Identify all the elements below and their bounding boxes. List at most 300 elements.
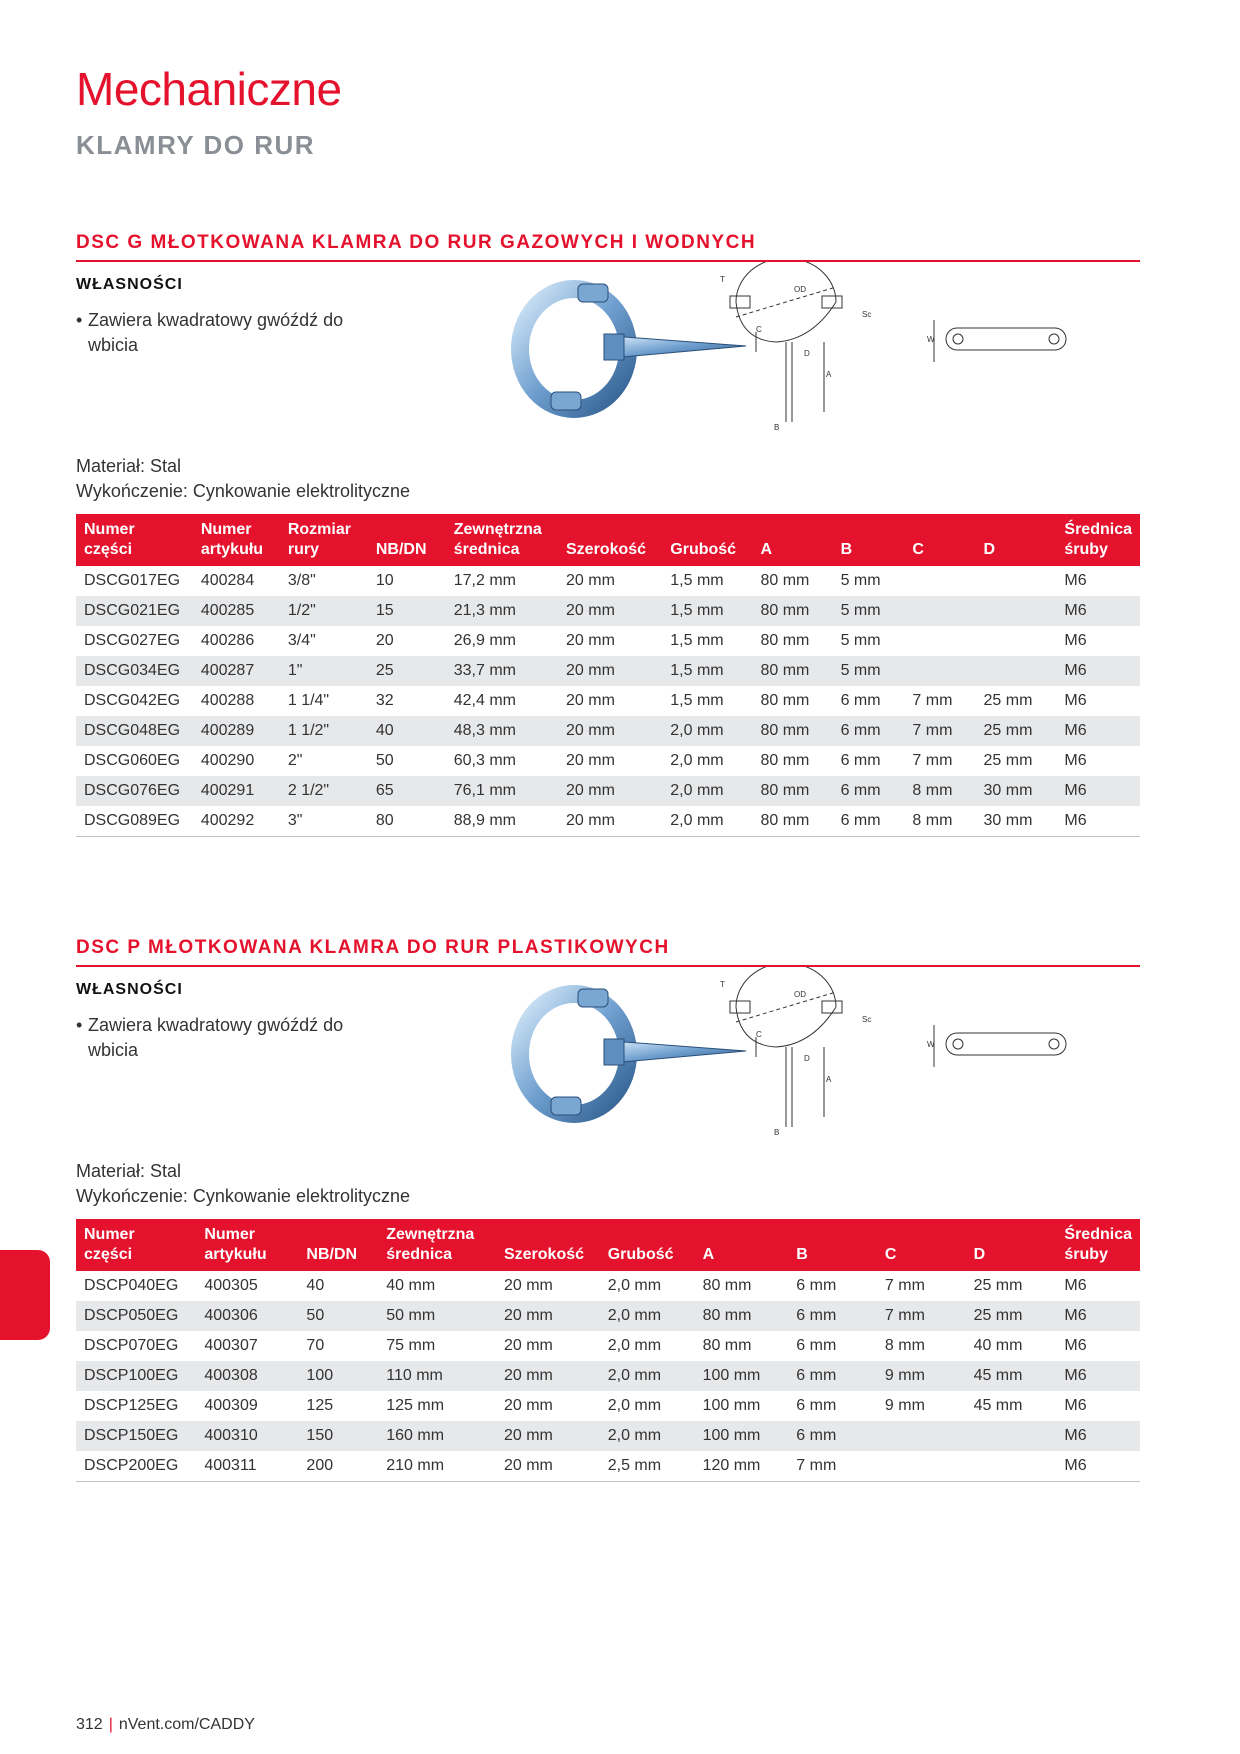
table-cell: 75 mm (386, 1337, 436, 1354)
column-header (76, 514, 193, 566)
label-od: OD (794, 990, 806, 999)
table-cell (966, 1451, 1057, 1482)
column-header-line: D (973, 1246, 986, 1263)
table-cell: 40 mm (973, 1337, 1023, 1354)
column-header (662, 514, 752, 566)
table-cell: 7 mm (788, 1451, 877, 1482)
table-cell: 400305 (204, 1277, 258, 1294)
product-table (76, 1219, 1140, 1482)
table-cell: 88,9 mm (446, 806, 558, 837)
table-cell: 6 mm (840, 692, 881, 709)
column-header (788, 1219, 877, 1271)
table-cell: 8 mm (904, 776, 975, 806)
column-header-line: Numer (84, 1226, 135, 1243)
label-b: B (774, 1128, 780, 1137)
table-cell: DSCP200EG (76, 1451, 196, 1482)
table-cell: 400292 (193, 806, 280, 837)
column-header-line: średnica (453, 541, 520, 558)
table-cell: 1 1/4" (287, 692, 330, 709)
column-header-line: A (702, 1246, 715, 1263)
table-cell: 20 mm (558, 806, 662, 837)
column-header-line: Numer (200, 521, 252, 538)
table-cell: 15 (368, 596, 446, 626)
table-cell: 60,3 mm (453, 752, 516, 769)
table-cell: 48,3 mm (446, 716, 558, 746)
table-cell: 80 (368, 806, 446, 837)
column-header-line (796, 1225, 869, 1245)
label-sc: Sc (862, 310, 872, 319)
column-header-line: śruby (1064, 1246, 1108, 1263)
table-cell: 2 1/2" (280, 776, 368, 806)
product-table (76, 514, 1140, 837)
table-cell: 1" (280, 656, 368, 686)
column-header-line: Szerokość (566, 541, 647, 558)
table-cell (976, 596, 1057, 626)
column-header (446, 514, 558, 566)
table-cell: 25 mm (983, 692, 1033, 709)
column-header (833, 514, 905, 566)
table-cell: 100 mm (695, 1421, 789, 1451)
column-header (966, 1219, 1057, 1271)
table-cell: 26,9 mm (453, 632, 516, 649)
column-header-line: artykułu (200, 541, 264, 558)
table-cell: 30 mm (976, 806, 1057, 837)
table-cell: M6 (1056, 806, 1140, 837)
section-title: DSC P MŁOTKOWANA KLAMRA DO RUR PLASTIKOWYCH (76, 937, 1140, 967)
table-cell: 25 mm (976, 716, 1057, 746)
table-cell: 400290 (200, 752, 255, 769)
table-cell: 120 mm (695, 1451, 789, 1482)
table-cell: DSCG048EG (76, 716, 193, 746)
page-title: Mechaniczne (76, 63, 342, 115)
table-cell: 2,0 mm (600, 1301, 695, 1331)
table-cell: DSCG060EG (84, 752, 181, 769)
table-cell: 1,5 mm (670, 632, 724, 649)
table-cell: 40 mm (386, 1277, 436, 1294)
table-cell: 400284 (200, 572, 255, 589)
table-cell: 6 mm (796, 1397, 837, 1414)
table-cell: 80 mm (760, 692, 810, 709)
table-cell: 7 mm (877, 1301, 966, 1331)
column-header (1056, 1219, 1140, 1271)
label-w: W (927, 335, 935, 344)
section-title: DSC G MŁOTKOWANA KLAMRA DO RUR GAZOWYCH I WODNYCH (76, 232, 1140, 262)
table-cell: M6 (1056, 1301, 1140, 1331)
table-cell (966, 1421, 1057, 1451)
table-row (76, 746, 1140, 776)
table-row (76, 1331, 1140, 1361)
column-header (877, 1219, 966, 1271)
strap-drawing (926, 1021, 1076, 1071)
footer (76, 1716, 255, 1734)
table-cell: 20 mm (558, 596, 662, 626)
column-header (695, 1219, 789, 1271)
table-cell: 25 (368, 656, 446, 686)
table-cell: M6 (1064, 752, 1087, 769)
table-cell (877, 1451, 966, 1482)
table-cell: M6 (1064, 1277, 1087, 1294)
table-cell (877, 1421, 966, 1451)
table-cell: M6 (1056, 1421, 1140, 1451)
table-cell (976, 566, 1057, 596)
table-cell: 50 (375, 752, 394, 769)
column-header (904, 514, 975, 566)
table-cell: 1 1/2" (280, 716, 368, 746)
label-t: T (720, 980, 725, 989)
table-cell: 7 mm (912, 692, 953, 709)
table-cell: 1,5 mm (662, 656, 752, 686)
table-cell: 400288 (200, 692, 255, 709)
column-header-line: NB/DN (306, 1246, 358, 1263)
column-header-line: Rozmiar (287, 521, 351, 538)
table-cell: 5 mm (840, 632, 881, 649)
table-cell: 80 mm (752, 596, 832, 626)
table-cell: 25 mm (966, 1301, 1057, 1331)
column-header-line: C (884, 1246, 897, 1263)
chapter-tab (0, 1250, 50, 1340)
column-header-line (306, 1225, 370, 1245)
table-cell: 210 mm (378, 1451, 496, 1482)
table-cell: 2,0 mm (607, 1397, 662, 1414)
table-cell: 2,0 mm (662, 716, 752, 746)
table-cell (904, 626, 975, 656)
column-header (280, 514, 368, 566)
table-cell: 110 mm (378, 1361, 496, 1391)
table-cell: 20 mm (503, 1397, 553, 1414)
table-cell: 40 (368, 716, 446, 746)
table-cell: DSCG076EG (76, 776, 193, 806)
table-cell: 400306 (196, 1301, 298, 1331)
column-header-line (566, 520, 654, 540)
table-cell: 1,5 mm (662, 596, 752, 626)
page-subtitle: KLAMRY DO RUR (76, 130, 316, 160)
table-cell: 20 mm (496, 1361, 600, 1391)
column-header-line: Szerokość (503, 1246, 585, 1263)
table-cell: 150 (298, 1421, 378, 1451)
table-cell: 32 (375, 692, 394, 709)
table-cell: 2,0 mm (662, 776, 752, 806)
table-cell: 80 mm (702, 1337, 752, 1354)
table-row (76, 566, 1140, 596)
table-cell: M6 (1056, 1451, 1140, 1482)
table-cell: 10 (375, 572, 394, 589)
label-d: D (804, 1054, 810, 1063)
section-dscp (76, 937, 1140, 1474)
feature-bullet: • Zawiera kwadratowy gwóźdź do wbicia (76, 308, 358, 358)
column-header (752, 514, 832, 566)
footer-separator: | (108, 1716, 113, 1733)
column-header-line: D (983, 541, 996, 558)
column-header (193, 514, 280, 566)
table-cell: 20 mm (566, 572, 615, 589)
table-cell: 125 mm (386, 1397, 445, 1414)
page-number: 312 (76, 1716, 103, 1733)
strap-drawing (926, 316, 1076, 366)
column-header-line: Grubość (670, 541, 737, 558)
feature-bullet: • Zawiera kwadratowy gwóźdź do wbicia (76, 1013, 358, 1063)
table-cell: 20 mm (496, 1421, 600, 1451)
table-cell: 80 mm (695, 1301, 789, 1331)
column-header-line: Zewnętrzna (453, 521, 542, 538)
table-header-row (76, 514, 1140, 566)
label-d: D (804, 349, 810, 358)
properties-heading: WŁASNOŚCI (76, 276, 183, 293)
table-cell: 6 mm (833, 776, 905, 806)
table-cell: 400311 (196, 1451, 298, 1482)
table-cell: 80 mm (760, 752, 810, 769)
column-header-line: Średnica (1064, 521, 1132, 538)
label-c: C (756, 1030, 762, 1039)
footer-url: nVent.com/CADDY (118, 1716, 255, 1733)
table-cell: 6 mm (788, 1361, 877, 1391)
table-cell: 25 mm (973, 1277, 1023, 1294)
column-header-line (984, 520, 1049, 540)
table-cell: 20 mm (558, 656, 662, 686)
table-cell (976, 656, 1057, 686)
table-cell: DSCG017EG (84, 572, 181, 589)
table-cell: 21,3 mm (446, 596, 558, 626)
table-cell: 45 mm (973, 1397, 1023, 1414)
table-cell: 20 mm (566, 752, 615, 769)
column-header-line (760, 520, 824, 540)
table-row (76, 656, 1140, 686)
material-text: Materiał: Stal (76, 1161, 182, 1181)
column-header-line: B (796, 1246, 808, 1263)
material-text: Materiał: Stal (76, 456, 182, 476)
table-cell: 3/4" (287, 632, 316, 649)
table-cell: 20 mm (496, 1451, 600, 1482)
table-cell: 20 mm (566, 692, 615, 709)
table-cell: 100 (298, 1361, 378, 1391)
table-cell: 20 mm (566, 632, 615, 649)
dimension-drawing (716, 967, 896, 1137)
table-cell: 20 mm (503, 1277, 553, 1294)
finish-text: Wykończenie: Cynkowanie elektrolityczne (76, 481, 410, 501)
table-cell: DSCG027EG (84, 632, 181, 649)
table-cell: 1,5 mm (670, 572, 724, 589)
table-cell: 80 mm (752, 656, 832, 686)
column-header-line: rury (287, 541, 319, 558)
column-header (196, 1219, 298, 1271)
table-cell: 70 (306, 1337, 325, 1354)
table-cell: 20 mm (558, 776, 662, 806)
table-cell: 1,5 mm (670, 692, 724, 709)
table-cell: 8 mm (904, 806, 975, 837)
table-cell: DSCG021EG (76, 596, 193, 626)
table-cell: 100 mm (695, 1361, 789, 1391)
table-cell: 9 mm (884, 1397, 925, 1414)
table-cell: 80 mm (752, 806, 832, 837)
table-cell: M6 (1056, 776, 1140, 806)
table-cell: DSCP040EG (84, 1277, 179, 1294)
table-row (76, 686, 1140, 716)
table-cell: 80 mm (752, 776, 832, 806)
table-cell: 20 mm (558, 716, 662, 746)
column-header-line (703, 1225, 781, 1245)
column-header-line: A (760, 541, 773, 558)
column-header-line: średnica (386, 1246, 453, 1263)
table-cell: 400291 (193, 776, 280, 806)
table-cell: 25 mm (983, 752, 1033, 769)
table-cell: 50 mm (378, 1301, 496, 1331)
section-dscg (76, 232, 1140, 829)
table-cell: 65 (368, 776, 446, 806)
table-cell: DSCP150EG (76, 1421, 196, 1451)
table-cell (976, 626, 1057, 656)
column-header-line: C (912, 541, 924, 558)
table-cell: 6 mm (796, 1277, 837, 1294)
table-cell: 6 mm (788, 1301, 877, 1331)
table-cell: M6 (1064, 572, 1087, 589)
table-cell: 400310 (196, 1421, 298, 1451)
table-cell: M6 (1056, 1361, 1140, 1391)
table-cell (904, 566, 975, 596)
table-cell: 400285 (193, 596, 280, 626)
finish-text: Wykończenie: Cynkowanie elektrolityczne (76, 1186, 410, 1206)
table-cell: 2" (287, 752, 303, 769)
label-b: B (774, 423, 780, 432)
table-cell: 3/8" (287, 572, 316, 589)
table-row (76, 1301, 1140, 1331)
column-header-line: Grubość (607, 1246, 674, 1263)
column-header-line: śruby (1064, 541, 1108, 558)
table-cell: 400286 (200, 632, 255, 649)
table-row (76, 596, 1140, 626)
table-row (76, 1421, 1140, 1451)
table-cell: 400287 (193, 656, 280, 686)
label-a: A (826, 370, 832, 379)
column-header-line: Średnica (1064, 1226, 1132, 1243)
table-cell: DSCP050EG (76, 1301, 196, 1331)
properties-heading: WŁASNOŚCI (76, 981, 183, 998)
table-cell: 200 (298, 1451, 378, 1482)
table-cell: M6 (1056, 656, 1140, 686)
table-cell: 76,1 mm (446, 776, 558, 806)
table-cell: 2,0 mm (607, 1337, 662, 1354)
column-header-line: Numer (204, 1226, 256, 1243)
table-row (76, 1391, 1140, 1421)
table-cell: DSCG089EG (76, 806, 193, 837)
table-cell: 7 mm (884, 1277, 925, 1294)
table-cell: 2,0 mm (600, 1421, 695, 1451)
table-cell (904, 656, 975, 686)
table-cell: 30 mm (976, 776, 1057, 806)
table-cell: M6 (1064, 1397, 1087, 1414)
label-w: W (927, 1040, 935, 1049)
column-header (1056, 514, 1140, 566)
table-cell: 400308 (196, 1361, 298, 1391)
table-cell: 2,0 mm (607, 1277, 662, 1294)
table-cell: 40 (306, 1277, 325, 1294)
dimension-drawing (716, 262, 896, 432)
table-cell: DSCP100EG (76, 1361, 196, 1391)
table-cell: 6 mm (833, 716, 905, 746)
column-header-line: Zewnętrzna (386, 1226, 475, 1243)
table-cell: 42,4 mm (453, 692, 516, 709)
label-c: C (756, 325, 762, 334)
table-row (76, 716, 1140, 746)
column-header-line: części (84, 541, 133, 558)
column-header-line: części (84, 1246, 133, 1263)
column-header-line (974, 1225, 1049, 1245)
table-cell (904, 596, 975, 626)
table-cell: DSCG042EG (84, 692, 181, 709)
table-cell: 7 mm (912, 752, 953, 769)
table-row (76, 1271, 1140, 1301)
label-sc: Sc (862, 1015, 872, 1024)
table-cell: 6 mm (796, 1337, 837, 1354)
column-header-line (376, 520, 438, 540)
table-cell: 3" (280, 806, 368, 837)
table-cell: 20 (375, 632, 394, 649)
table-cell: M6 (1064, 632, 1087, 649)
table-header-row (76, 1219, 1140, 1271)
table-cell: DSCP125EG (84, 1397, 179, 1414)
column-header (600, 1219, 695, 1271)
table-cell: M6 (1064, 1337, 1087, 1354)
table-row (76, 1451, 1140, 1482)
table-cell: M6 (1064, 692, 1087, 709)
table-row (76, 1361, 1140, 1391)
table-cell: 17,2 mm (453, 572, 516, 589)
column-header (558, 514, 662, 566)
column-header-line (912, 520, 967, 540)
column-header-line (504, 1225, 592, 1245)
table-cell: 6 mm (788, 1421, 877, 1451)
column-header (368, 514, 446, 566)
table-cell: 2,5 mm (600, 1451, 695, 1482)
table-cell: 6 mm (840, 752, 881, 769)
table-cell: 400307 (204, 1337, 258, 1354)
table-cell: M6 (1056, 596, 1140, 626)
table-cell: 80 mm (760, 632, 810, 649)
table-cell: 20 mm (496, 1301, 600, 1331)
label-a: A (826, 1075, 832, 1084)
label-t: T (720, 275, 725, 284)
table-cell: 400289 (193, 716, 280, 746)
table-cell: 160 mm (378, 1421, 496, 1451)
table-cell: 125 (306, 1397, 334, 1414)
label-od: OD (794, 285, 806, 294)
table-cell: DSCP070EG (84, 1337, 179, 1354)
table-cell: 7 mm (904, 716, 975, 746)
column-header-line (841, 520, 897, 540)
table-cell: 33,7 mm (446, 656, 558, 686)
table-cell: 400309 (204, 1397, 258, 1414)
table-cell: DSCG034EG (76, 656, 193, 686)
table-cell: 1/2" (280, 596, 368, 626)
table-cell: 45 mm (966, 1361, 1057, 1391)
table-cell: 20 mm (503, 1337, 553, 1354)
table-cell: 2,0 mm (670, 752, 724, 769)
column-header (976, 514, 1057, 566)
table-row (76, 806, 1140, 837)
table-cell: 9 mm (877, 1361, 966, 1391)
table-cell: 80 mm (752, 716, 832, 746)
column-header-line (885, 1225, 958, 1245)
column-header (76, 1219, 196, 1271)
table-cell: 80 mm (760, 572, 810, 589)
table-cell: 8 mm (884, 1337, 925, 1354)
column-header (298, 1219, 378, 1271)
table-cell: 100 mm (702, 1397, 761, 1414)
column-header (496, 1219, 600, 1271)
table-cell: 50 (298, 1301, 378, 1331)
column-header-line (608, 1225, 687, 1245)
table-cell: 6 mm (833, 806, 905, 837)
table-cell: 5 mm (833, 656, 905, 686)
table-row (76, 626, 1140, 656)
